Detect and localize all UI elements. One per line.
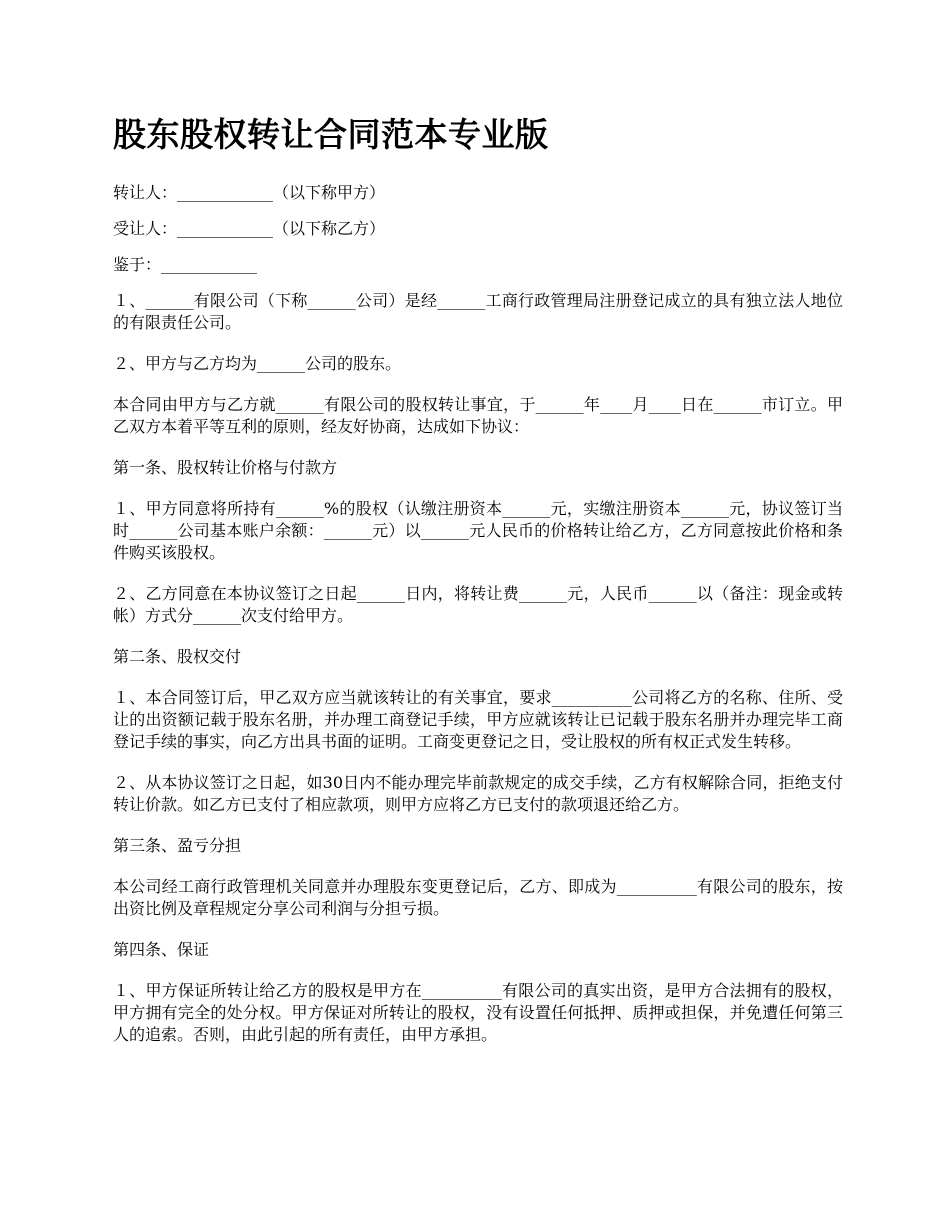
whereas-line: 鉴于：____________ — [113, 255, 258, 274]
article-4-clause-1: １、甲方保证所转让给乙方的股权是甲方在__________有限公司的真实出资，是甲方合法拥有的股权，甲方拥有完全的处分权。甲方保证对所转让的股权，没有设置任何抵押、质押或担保，并免遭任何第三人的追索。否则，由此引起的所有责任，由甲方承担。 — [113, 981, 843, 1044]
whereas-clause-2: ２、甲方与乙方均为______公司的股东。 — [113, 354, 402, 373]
document-title: 股东股权转让合同范本专业版 — [113, 115, 549, 154]
transferor-line: 转让人：____________（以下称甲方） — [113, 183, 386, 202]
article-4-heading: 第四条、保证 — [113, 940, 210, 959]
article-3-heading: 第三条、盈亏分担 — [113, 836, 242, 855]
article-1-clause-1: １、甲方同意将所持有______%的股权（认缴注册资本______元，实缴注册资本______元，协议签订当时______公司基本账户余额：______元）以______元人民币的价格转让给乙方，乙方同意按此价格和条件购买该股权。 — [113, 499, 843, 562]
article-3-body: 本公司经工商行政管理机关同意并办理股东变更登记后，乙方、即成为__________有限公司的股东，按出资比例及章程规定分享公司利润与分担亏损。 — [113, 877, 843, 918]
whereas-clause-1: １、______有限公司（下称______公司）是经______工商行政管理局注册登记成立的具有独立法人地位的有限责任公司。 — [113, 291, 843, 332]
article-2-clause-1: １、本合同签订后，甲乙双方应当就该转让的有关事宜，要求__________公司将乙方的名称、住所、受让的出资额记载于股东名册，并办理工商登记手续，甲方应就该转让已记载于股东名册并办理完毕工商登记手续的事实，向乙方出具书面的证明。工商变更登记之日，受让股权的所有权正式发生转移。 — [113, 688, 843, 751]
contract-preamble: 本合同由甲方与乙方就______有限公司的股权转让事宜，于______年____月____日在______市订立。甲乙双方本着平等互利的原则，经友好协商，达成如下协议： — [113, 395, 843, 436]
article-2-heading: 第二条、股权交付 — [113, 647, 242, 666]
transferee-line: 受让人：____________（以下称乙方） — [113, 219, 386, 238]
article-1-heading: 第一条、股权转让价格与付款方 — [113, 458, 338, 477]
article-1-clause-2: ２、乙方同意在本协议签订之日起______日内，将转让费______元，人民币______以（备注：现金或转帐）方式分______次支付给甲方。 — [113, 584, 843, 625]
document-page — [113, 112, 843, 1065]
article-2-clause-2: ２、从本协议签订之日起，如30日内不能办理完毕前款规定的成交手续，乙方有权解除合同，拒绝支付转让价款。如乙方已支付了相应款项，则甲方应将乙方已支付的款项退还给乙方。 — [113, 773, 843, 814]
